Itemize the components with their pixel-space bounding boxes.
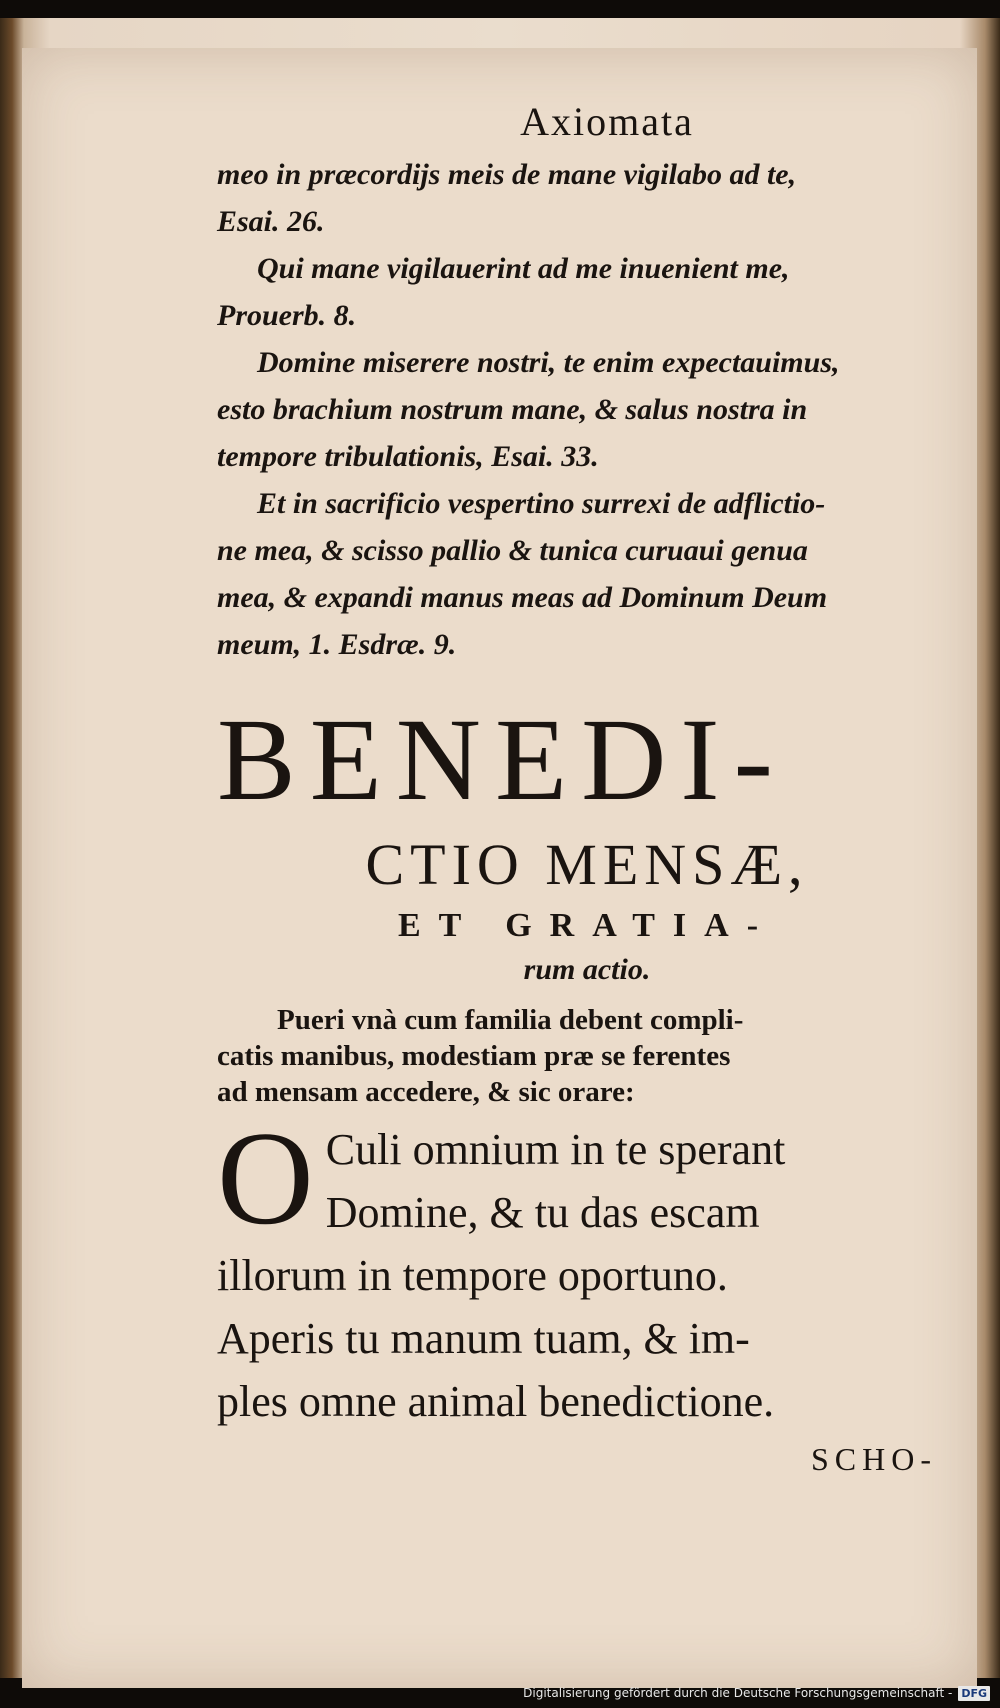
drop-cap: O [217,1104,314,1252]
section-subtitle: CTIO MENSÆ, [365,832,809,897]
passage-line: Prouerb. 8. [217,299,357,332]
passage-line: Esai. 26. [217,205,325,238]
book-page [22,48,977,1688]
prayer-line: ples omne animal benedictione. [217,1377,775,1426]
digitization-footer [523,1680,990,1706]
passage-line: ne mea, & scisso pallio & tunica curuaui genua [217,534,808,567]
prayer-line: Culi omnium in te sperant [325,1125,786,1174]
running-head: Axiomata [520,99,694,144]
rubric-line: ad mensam accedere, & sic orare: [217,1076,635,1108]
page-content [217,98,957,1478]
rubric-line: catis manibus, modestiam præ se ferentes [217,1040,731,1072]
section-title: BENEDI- [217,694,787,825]
passage-line: Et in sacrificio vespertino surrexi de adflictio- [257,487,826,520]
passage-line: esto brachium nostrum mane, & salus nostra in [217,393,808,426]
dfg-logo-icon: DFG [958,1686,990,1701]
footer-credit: Digitalisierung gefördert durch die Deutsche Forschungsgemeinschaft - [523,1686,953,1700]
prayer-line: Aperis tu manum tuam, & im- [217,1314,750,1363]
rubric-line: Pueri vnà cum familia debent compli- [277,1004,744,1036]
prayer-line: illorum in tempore oportuno. [217,1251,728,1300]
prayer-line: Domine, & tu das escam [325,1188,760,1237]
section-subtitle-3: rum actio. [523,953,651,986]
passage-line: meo in præcordijs meis de mane vigilabo ad te, [217,158,797,191]
passage-line: Domine miserere nostri, te enim expectauimus, [257,346,840,379]
passage-line: Qui mane vigilauerint ad me inuenient me, [257,252,790,285]
passage-line: tempore tribulationis, Esai. 33. [217,440,599,473]
catchword: SCHO- [810,1441,937,1477]
passage-line: meum, 1. Esdræ. 9. [217,628,457,661]
passage-line: mea, & expandi manus meas ad Dominum Deum [217,581,828,614]
prayer-text [217,1104,957,1433]
section-subtitle-2: ET GRATIA- [397,907,777,944]
book-spread [0,18,1000,1678]
